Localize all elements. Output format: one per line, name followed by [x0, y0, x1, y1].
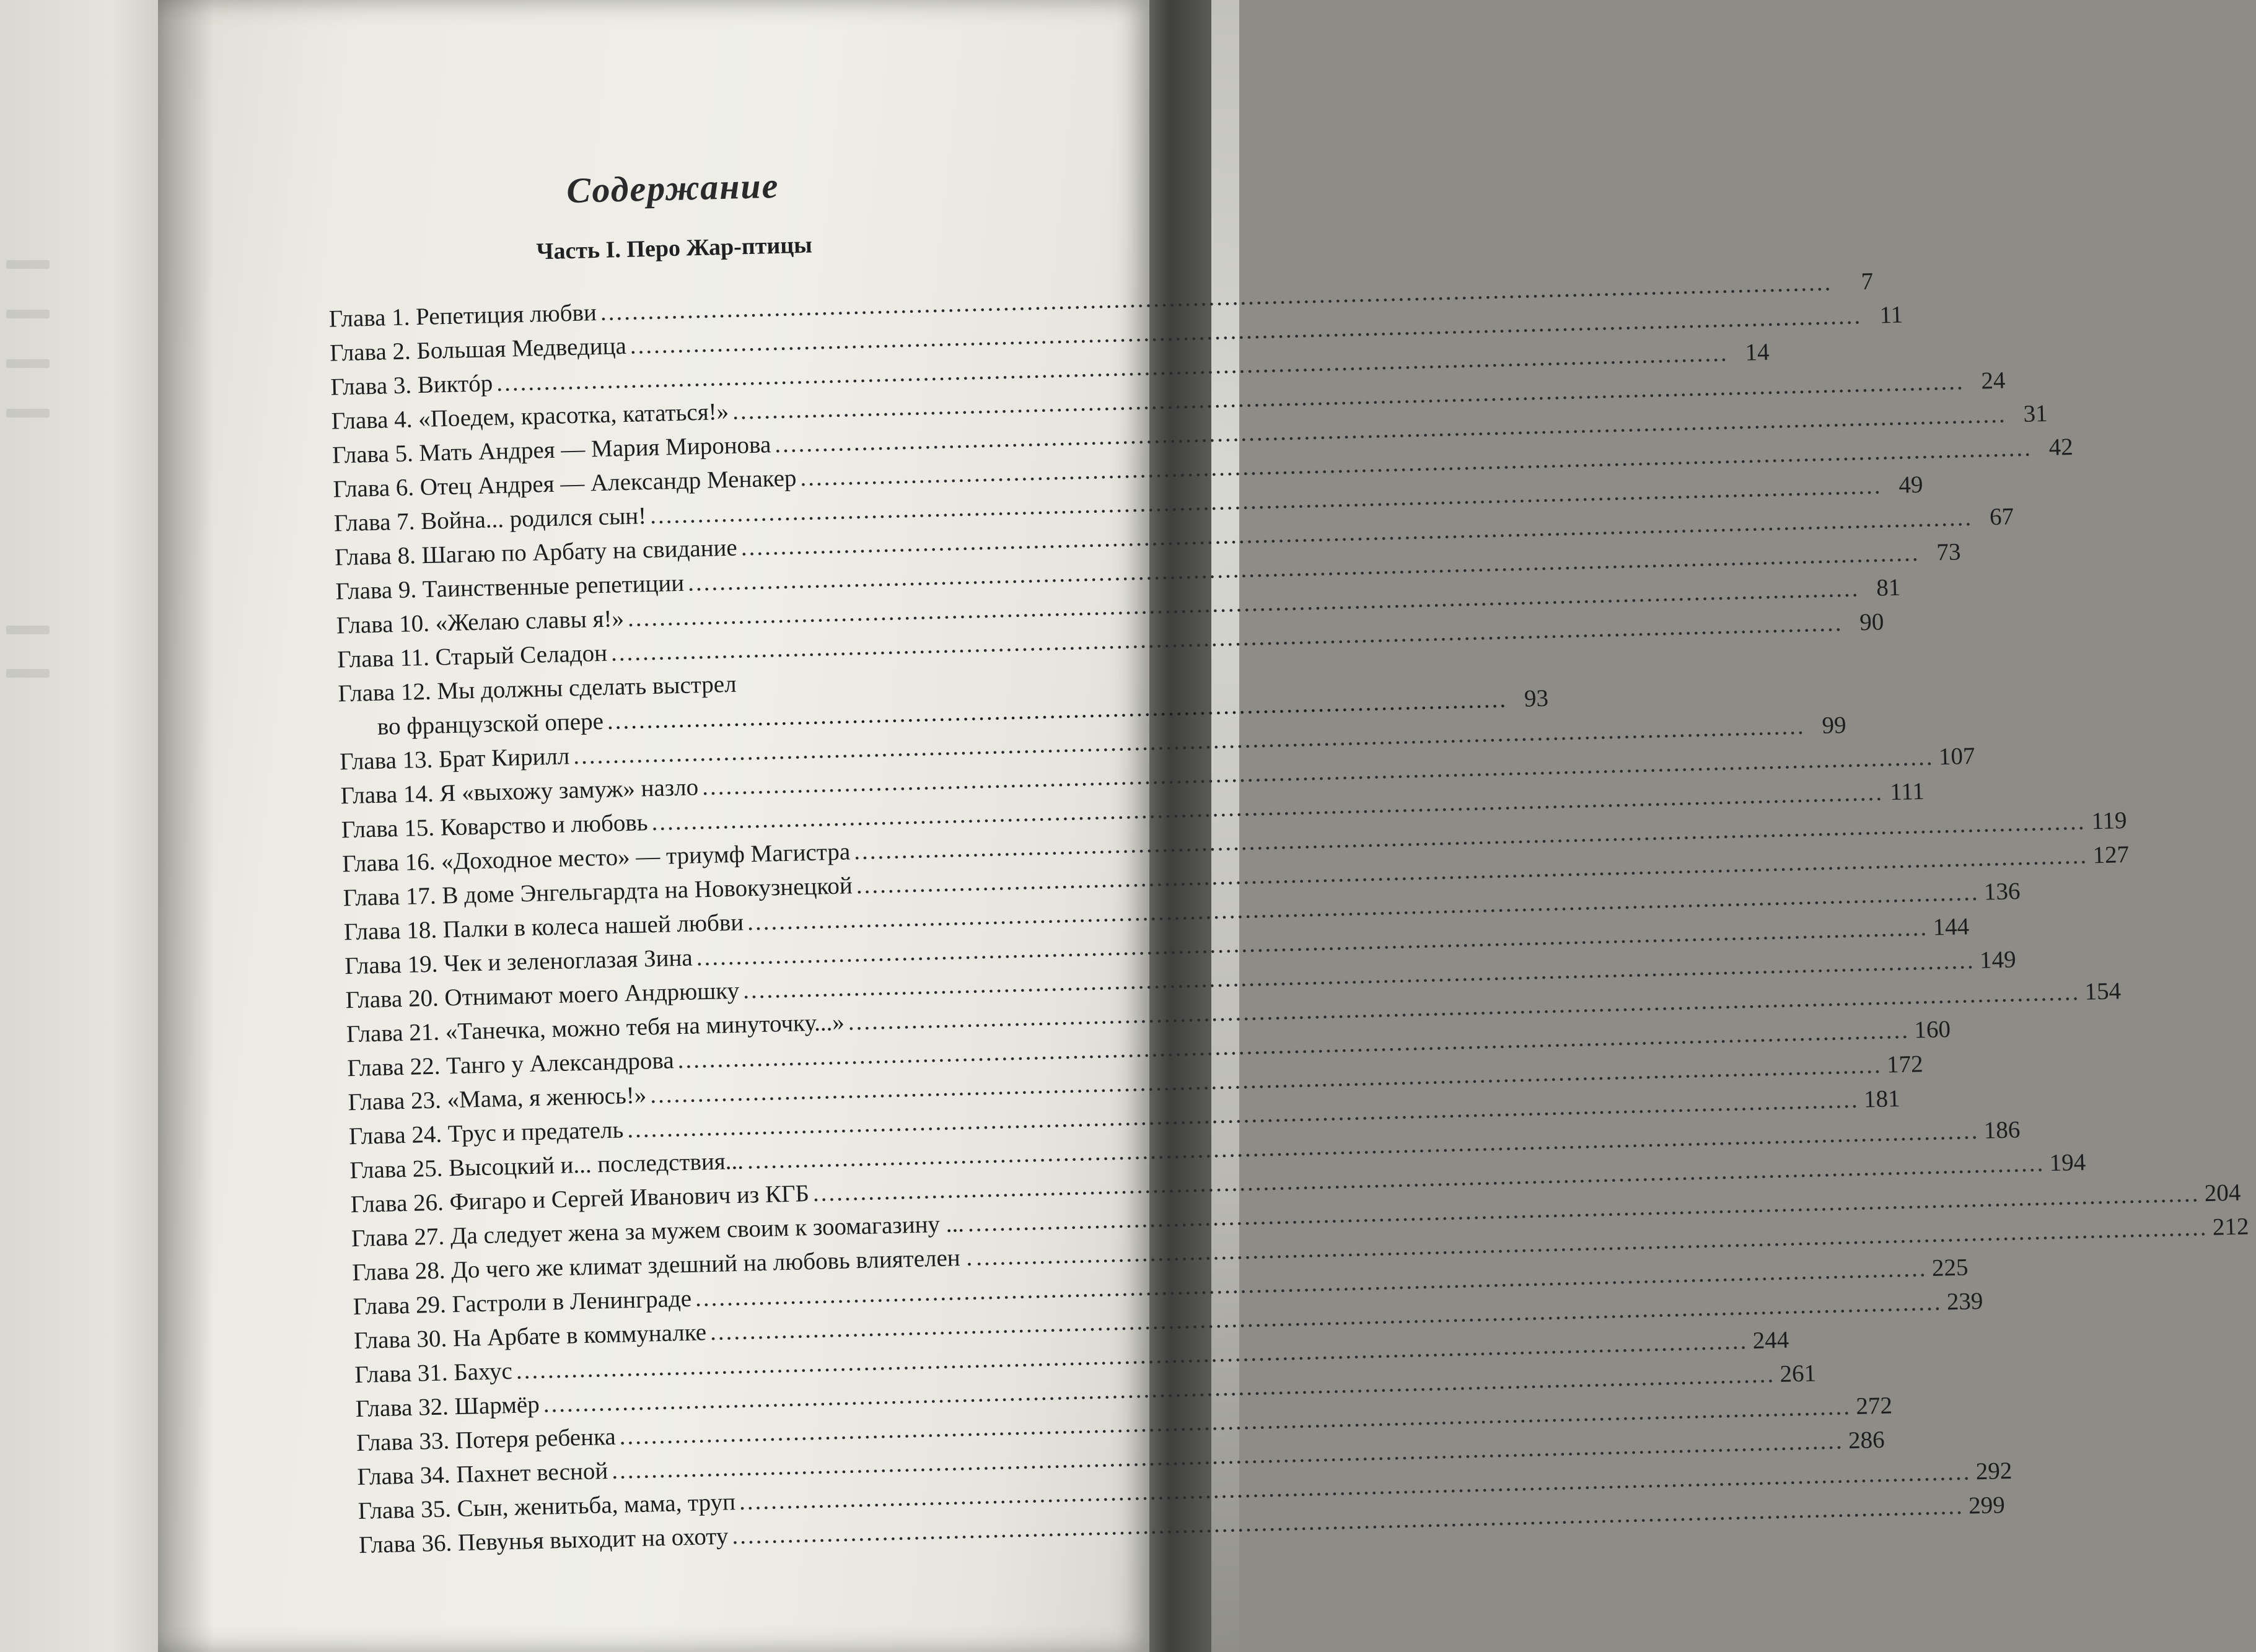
page-number: 127 [2092, 841, 2130, 869]
page-number: 239 [1946, 1287, 1983, 1316]
page-number: 49 [1898, 471, 1923, 499]
chapter-title: Глава 24. Трус и предатель [348, 1116, 624, 1150]
bleed-through-text [6, 260, 50, 269]
chapter-title: Глава 18. Палки в колеса нашей любви [343, 909, 744, 946]
page-number: 212 [2212, 1213, 2249, 1241]
chapter-title: Глава 5. Мать Андрея — Мария Миронова [331, 431, 771, 469]
page-number: 14 [1745, 338, 1770, 366]
chapter-title: Глава 20. Отнимают моего Андрюшку [345, 977, 740, 1014]
chapter-title: Глава 12. Мы должны сделать выстрел [338, 670, 737, 707]
dot-leader: .................................................................................................................. [607, 686, 1508, 735]
page-number: 149 [1979, 946, 2017, 974]
chapter-title: Глава 11. Старый Селадон [336, 639, 608, 673]
chapter-title: Глава 1. Репетиция любви [328, 299, 597, 333]
part-title: Часть I. Перо Жар-птицы [536, 232, 813, 265]
page-number: 299 [1968, 1492, 2006, 1519]
page-number: 225 [1931, 1254, 1969, 1282]
chapter-title: Глава 19. Чек и зеленоглазая Зина [344, 944, 693, 980]
bleed-through-text [6, 669, 50, 678]
page-number: 42 [2048, 433, 2074, 461]
chapter-title: Глава 16. «Доходное место» — триумф Магистра [341, 838, 851, 878]
page-number: 272 [1855, 1392, 1893, 1420]
chapter-title: Глава 9. Таинственные репетиции [335, 569, 685, 605]
chapter-title: Глава 31. Бахус [354, 1357, 513, 1389]
chapter-title: Глава 4. «Поедем, красотка, кататься!» [331, 398, 729, 435]
page-number: 154 [2084, 977, 2122, 1005]
table-of-contents [232, 157, 2249, 1568]
page-number: 286 [1848, 1426, 1885, 1454]
page-number: 73 [1936, 538, 1961, 566]
page-number: 194 [2049, 1148, 2086, 1177]
chapter-title: Глава 33. Потеря ребенка [356, 1423, 617, 1457]
chapter-title: Глава 8. Шагаю по Арбату на свидание [334, 534, 738, 571]
chapter-title: Глава 27. Да следует жена за мужем своим к зоомагазину ... [351, 1210, 965, 1252]
page-number: 204 [2204, 1179, 2241, 1207]
chapter-title: Глава 29. Гастроли в Ленинграде [353, 1285, 692, 1321]
page-number: 67 [1989, 503, 2014, 531]
chapter-title: Глава 25. Высоцкий и... последствия... [349, 1147, 744, 1184]
chapter-title: Глава 34. Пахнет весной [356, 1458, 608, 1491]
chapter-title: Глава 13. Брат Кирилл [339, 743, 570, 776]
page-number: 172 [1886, 1051, 1924, 1078]
chapter-title: Глава 3. Виктóр [330, 370, 493, 401]
chapter-title: Глава 14. Я «выхожу замуж» назло [340, 774, 699, 810]
chapter-title: Глава 35. Сын, женитьба, мама, труп [358, 1488, 736, 1525]
chapter-title-continued: во французской опере [377, 707, 604, 740]
bleed-through-text [6, 626, 50, 634]
page-number: 107 [1938, 742, 1975, 771]
chapter-title: Глава 17. В доме Энгельгардта на Новокузнецкой [343, 872, 853, 912]
chapter-title: Глава 23. «Мама, я женюсь!» [348, 1082, 647, 1116]
chapter-title: Глава 7. Война... родился сын! [333, 502, 647, 537]
page-number: 186 [1983, 1116, 2021, 1144]
chapter-title: Глава 21. «Танечка, можно тебя на минуточку...» [346, 1008, 845, 1048]
page-number: 160 [1913, 1016, 1951, 1044]
chapter-title: Глава 30. На Арбате в коммуналке [353, 1319, 707, 1355]
page-number: 111 [1889, 777, 1925, 806]
chapter-title: Глава 22. Танго у Александрова [346, 1047, 675, 1082]
bleed-through-text [6, 310, 50, 318]
page-number: 261 [1780, 1360, 1817, 1388]
page-number: 24 [1980, 367, 2006, 395]
page-number: 181 [1863, 1085, 1901, 1113]
chapter-list [235, 268, 2249, 1568]
chapter-title: Глава 28. До чего же климат здешний на любовь влиятелен . [351, 1244, 973, 1287]
chapter-title: Глава 10. «Желаю славы я!» [336, 605, 625, 639]
bleed-through-text [6, 409, 50, 417]
page-number: 90 [1859, 608, 1884, 636]
page-number: 11 [1879, 301, 1903, 329]
gutter-shadow [158, 0, 214, 1652]
chapter-title: Глава 2. Большая Медведица [329, 332, 627, 367]
chapter-title: Глава 32. Шармёр [355, 1391, 540, 1423]
page-number: 136 [1983, 878, 2021, 906]
page-number: 119 [2091, 806, 2127, 835]
toc-title: Содержание [566, 165, 780, 211]
page-number: 7 [1861, 268, 1874, 295]
book-cover-edge [1143, 0, 1211, 1652]
book-page [158, 0, 2249, 1652]
page-number: 31 [2023, 400, 2048, 427]
chapter-title: Глава 26. Фигаро и Сергей Иванович из КГБ [350, 1180, 810, 1218]
chapter-title: Глава 15. Коварство и любовь [341, 809, 649, 844]
page-number: 244 [1752, 1326, 1789, 1354]
page-number: 99 [1822, 711, 1847, 739]
page-number: 81 [1876, 574, 1901, 601]
chapter-title: Глава 6. Отец Андрея — Александр Менакер [333, 465, 797, 503]
bleed-through-text [6, 359, 50, 368]
page-number: 292 [1975, 1457, 2012, 1485]
page-number: 144 [1933, 913, 1970, 941]
chapter-title: Глава 36. Певунья выходит на охоту [358, 1523, 729, 1559]
page-number: 93 [1524, 684, 1549, 712]
